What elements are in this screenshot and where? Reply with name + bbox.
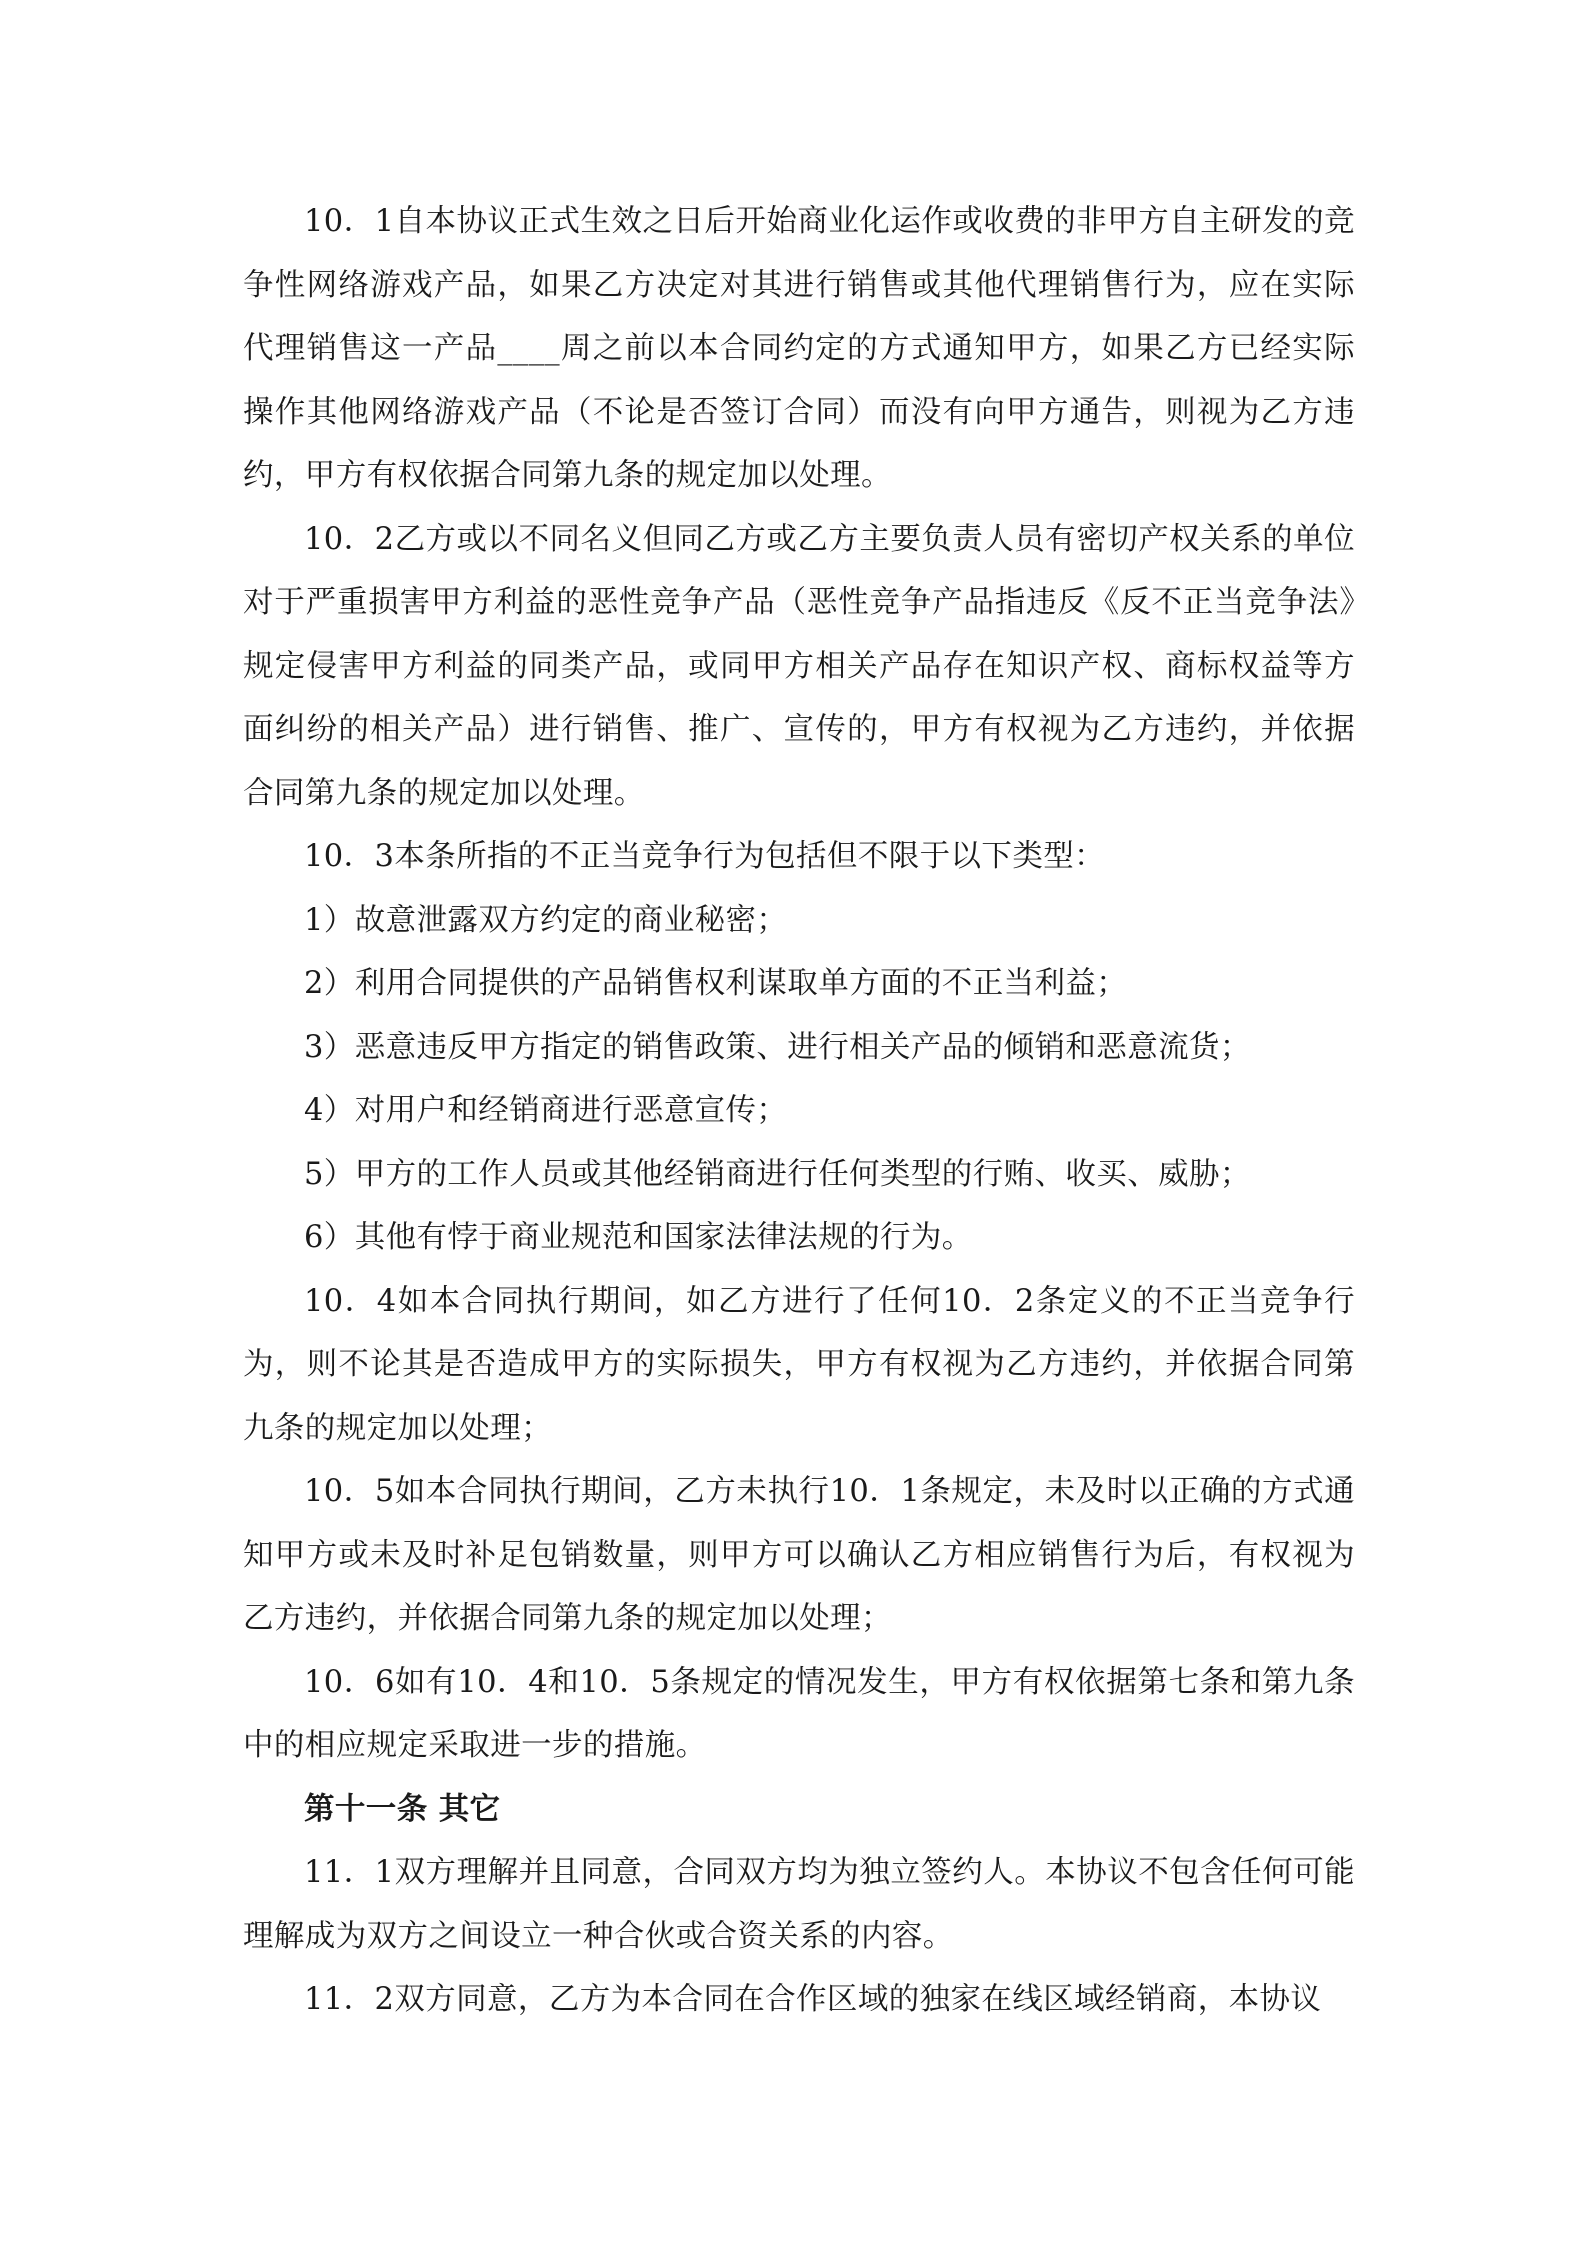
list-item-2: 2）利用合同提供的产品销售权利谋取单方面的不正当利益； <box>304 966 1128 1001</box>
clause-11-1: 11．1双方理解并且同意，合同双方均为独立签约人。本协议不包含任何可能理解成为双方之间设立一种合伙或合资关系的内容。 <box>243 1855 1355 1954</box>
section-heading-11: 第十一条 其它 <box>304 1790 501 1827</box>
document-page <box>243 190 1355 2032</box>
list-item-6: 6）其他有悖于商业规范和国家法律法规的行为。 <box>304 1220 973 1255</box>
clause-10-2: 10．2乙方或以不同名义但同乙方或乙方主要负责人员有密切产权关系的单位对于严重损害甲方利益的恶性竞争产品（恶性竞争产品指违反《反不正当竞争法》规定侵害甲方利益的同类产品，或同甲方相关产品存在知识产权、商标权益等方面纠纷的相关产品）进行销售、推广、宣传的，甲方有权视为乙方违约，并依据合同第九条的规定加以处理。 <box>243 521 1355 811</box>
clause-10-3: 10．3本条所指的不正当竞争行为包括但不限于以下类型： <box>304 839 1106 874</box>
list-item-3: 3）恶意违反甲方指定的销售政策、进行相关产品的倾销和恶意流货； <box>304 1029 1251 1065</box>
clause-10-1: 10．1自本协议正式生效之日后开始商业化运作或收费的非甲方自主研发的竞争性网络游戏产品，如果乙方决定对其进行销售或其他代理销售行为，应在实际代理销售这一产品____周之前以本合同约定的方式通知甲方，如果乙方已经实际操作其他网络游戏产品（不论是否签订合同）而没有向甲方通告，则视为乙方违约，甲方有权依据合同第九条的规定加以处理。 <box>243 204 1355 493</box>
clause-11-2: 11．2双方同意，乙方为本合同在合作区域的独家在线区域经销商，本协议 <box>304 1982 1322 2017</box>
clause-10-5: 10．5如本合同执行期间，乙方未执行10．1条规定，未及时以正确的方式通知甲方或未及时补足包销数量，则甲方可以确认乙方相应销售行为后，有权视为乙方违约，并依据合同第九条的规定加以处理； <box>243 1474 1355 1636</box>
clause-10-6: 10．6如有10．4和10．5条规定的情况发生，甲方有权依据第七条和第九条中的相应规定采取进一步的措施。 <box>243 1664 1355 1763</box>
clause-10-4: 10．4如本合同执行期间，如乙方进行了任何10．2条定义的不正当竞争行为，则不论其是否造成甲方的实际损失，甲方有权视为乙方违约，并依据合同第九条的规定加以处理； <box>243 1283 1355 1446</box>
list-item-4: 4）对用户和经销商进行恶意宣传； <box>304 1093 788 1128</box>
list-item-5: 5）甲方的工作人员或其他经销商进行任何类型的行贿、收买、威胁； <box>304 1156 1251 1192</box>
list-item-1: 1）故意泄露双方约定的商业秘密； <box>304 902 788 938</box>
